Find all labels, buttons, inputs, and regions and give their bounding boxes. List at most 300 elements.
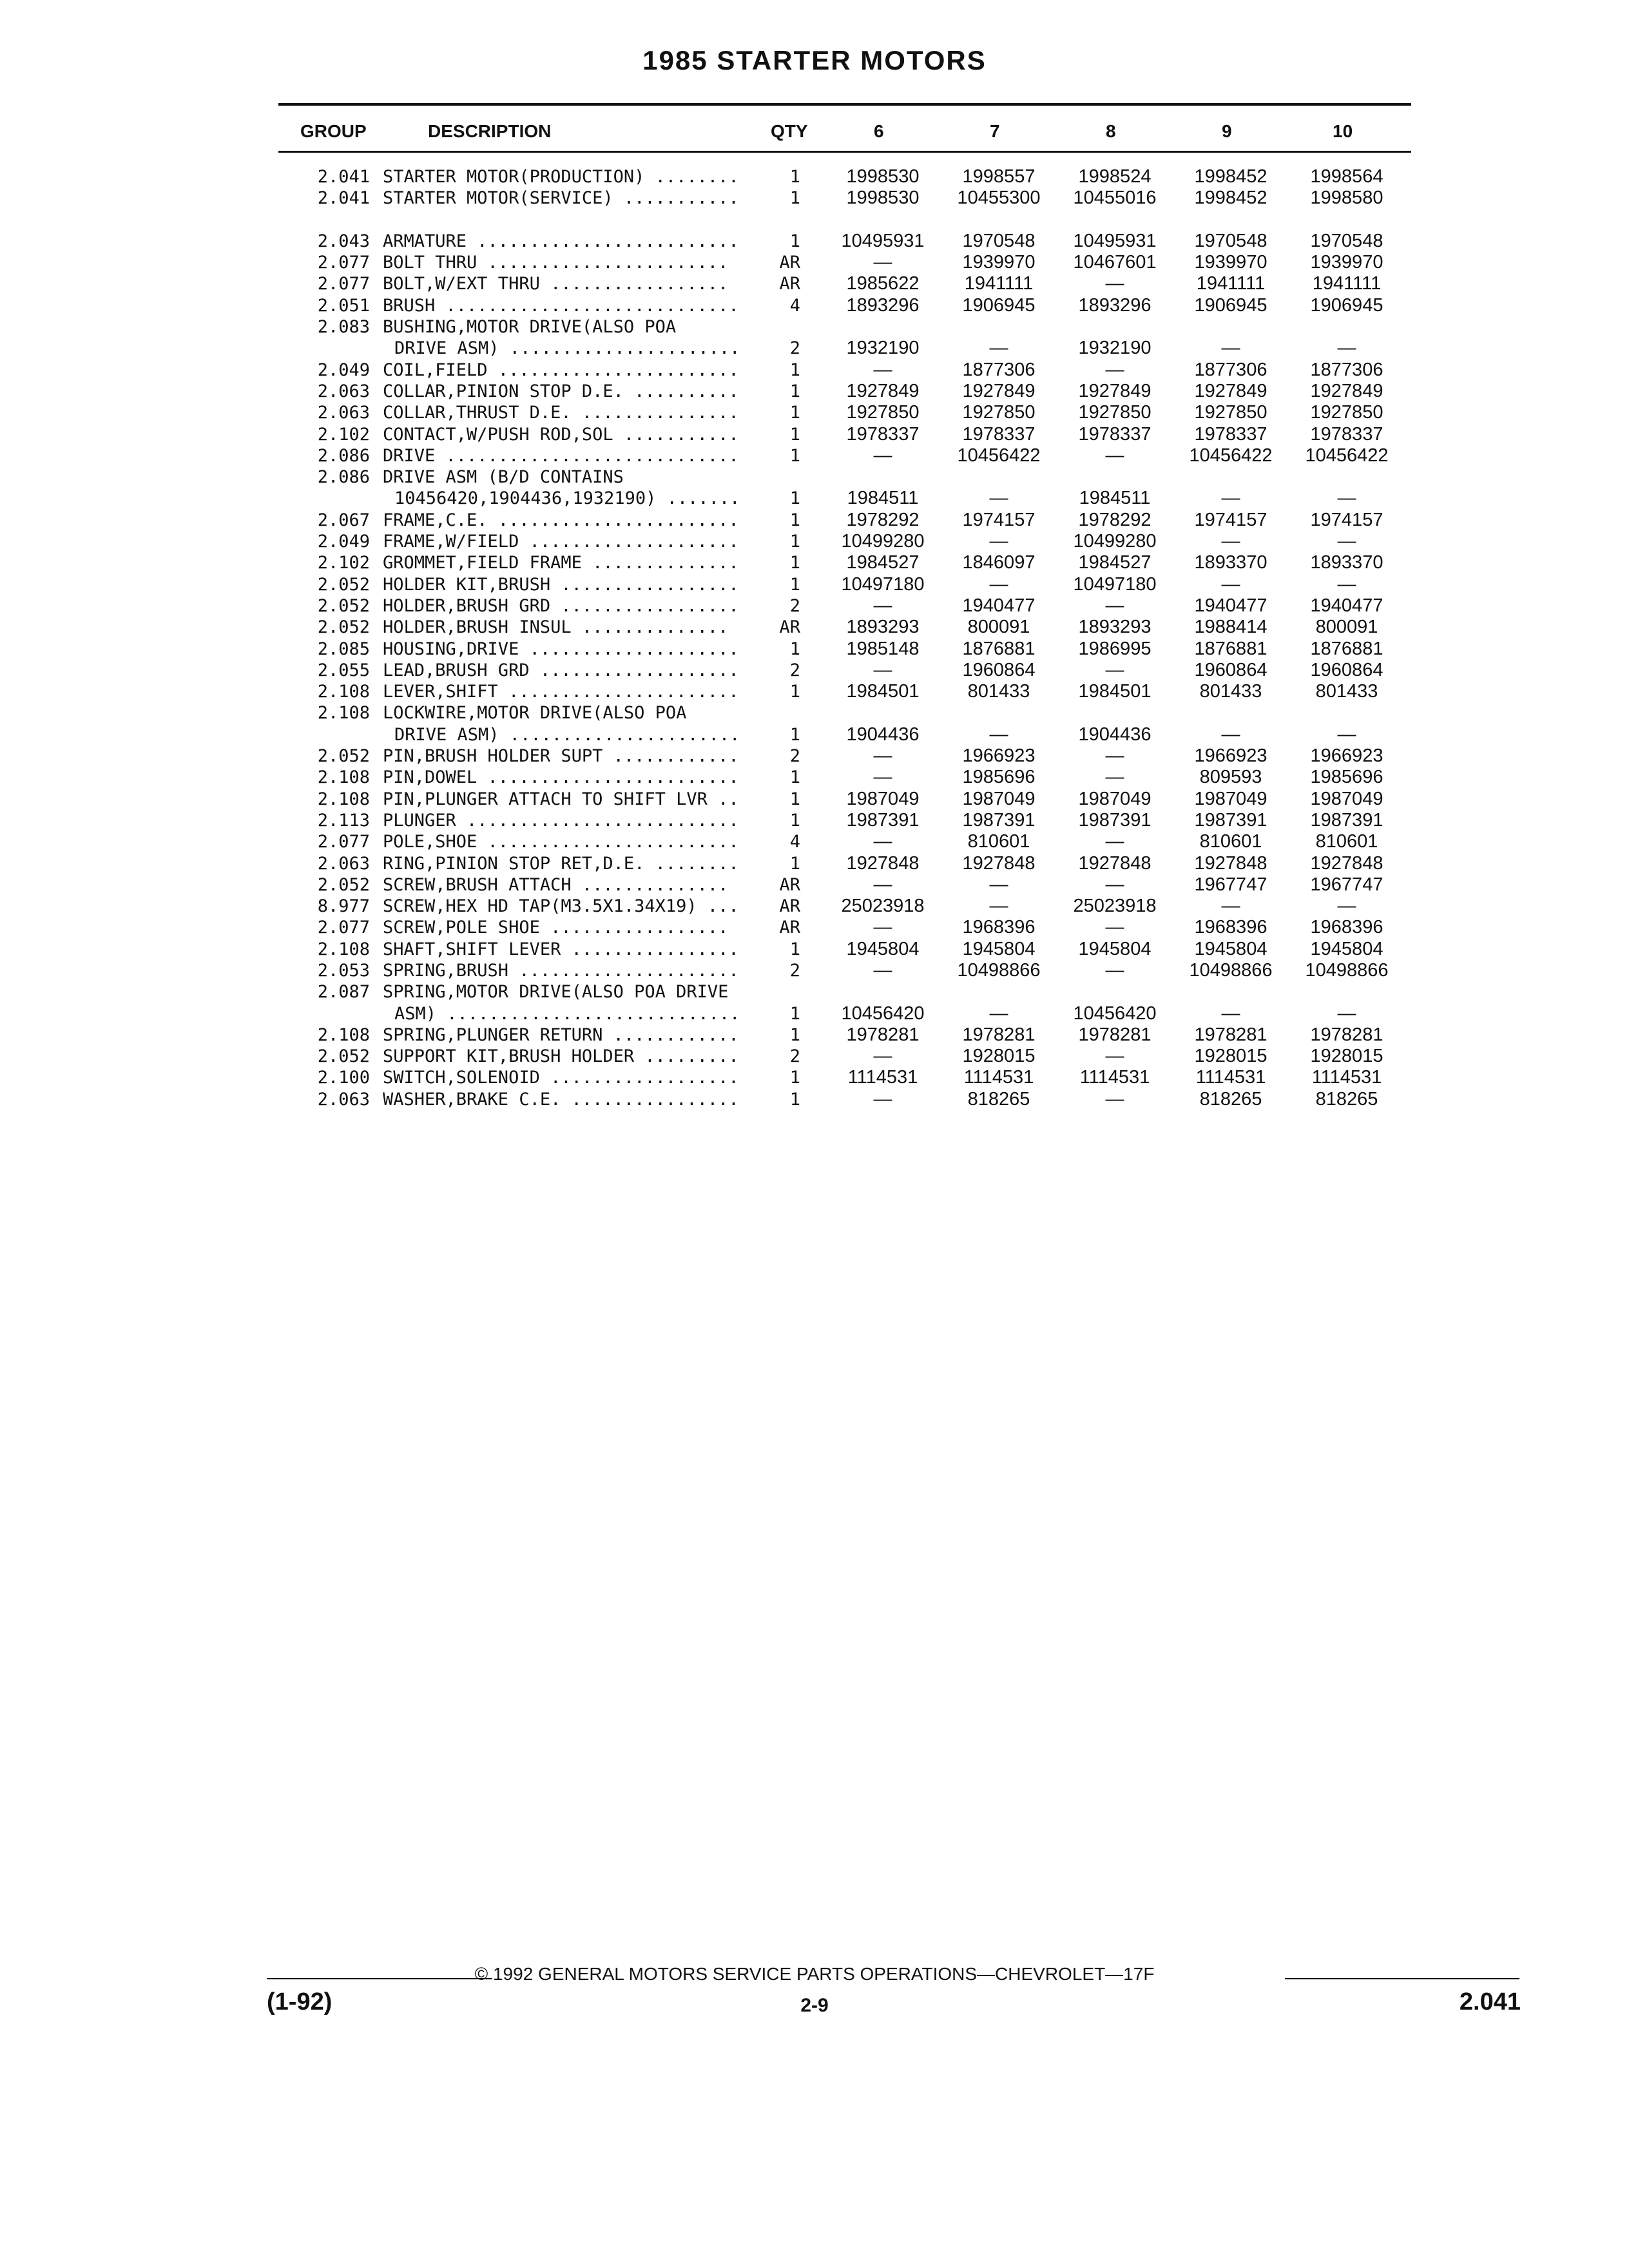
group-number: 2.085 bbox=[317, 639, 370, 659]
part-number-col-10: 1939970 bbox=[1310, 252, 1383, 273]
quantity: AR bbox=[779, 874, 800, 895]
part-number-col-8: 10467601 bbox=[1073, 252, 1157, 273]
part-number-col-6: — bbox=[873, 959, 892, 981]
part-number-col-9: 1114531 bbox=[1195, 1067, 1266, 1088]
part-description: CONTACT,W/PUSH ROD,SOL ........... bbox=[383, 424, 739, 445]
part-number-col-9: 1927849 bbox=[1194, 380, 1268, 401]
group-number: 2.077 bbox=[317, 274, 370, 294]
group-number: 2.102 bbox=[317, 553, 370, 573]
group-number: 2.108 bbox=[317, 767, 370, 788]
group-number: 2.055 bbox=[317, 660, 370, 680]
part-description: COLLAR,PINION STOP D.E. .......... bbox=[383, 381, 739, 401]
page-title: 1985 STARTER MOTORS bbox=[642, 45, 987, 75]
part-description: PIN,BRUSH HOLDER SUPT ............ bbox=[383, 746, 739, 767]
part-number-col-7: 1987049 bbox=[962, 788, 1036, 809]
part-number-col-10: 1978281 bbox=[1310, 1024, 1383, 1045]
group-number: 2.063 bbox=[317, 853, 370, 874]
table-row bbox=[0, 681, 1629, 702]
part-number-col-9: 1906945 bbox=[1194, 294, 1268, 316]
quantity: 2 bbox=[789, 1046, 800, 1067]
table-row bbox=[0, 424, 1629, 445]
table-row bbox=[0, 338, 1629, 359]
part-number-col-10: — bbox=[1337, 724, 1356, 745]
page-number: 2-9 bbox=[800, 1995, 829, 2016]
part-number-col-9: 1893370 bbox=[1194, 552, 1268, 573]
part-number-col-10: — bbox=[1337, 573, 1356, 595]
part-number-col-7: 1978281 bbox=[962, 1024, 1036, 1045]
part-number-col-10: 1978337 bbox=[1310, 423, 1383, 445]
quantity: 1 bbox=[789, 639, 800, 659]
part-number-col-8: 1998524 bbox=[1078, 166, 1152, 187]
part-description: COIL,FIELD ....................... bbox=[383, 360, 739, 380]
part-number-col-7: 1978337 bbox=[962, 423, 1036, 445]
part-number-col-6: 1927850 bbox=[846, 402, 920, 423]
part-number-col-9: 1968396 bbox=[1194, 917, 1268, 938]
table-row bbox=[0, 360, 1629, 381]
header-top-rule bbox=[278, 103, 1411, 106]
part-number-col-10: 1987049 bbox=[1310, 788, 1383, 809]
part-number-col-6: 1893293 bbox=[846, 617, 920, 638]
part-description: SPRING,MOTOR DRIVE(ALSO POA DRIVE bbox=[383, 982, 729, 1003]
part-number-col-6: — bbox=[873, 831, 892, 852]
part-description: RING,PINION STOP RET,D.E. ........ bbox=[383, 853, 739, 874]
part-number-col-10: 1960864 bbox=[1310, 659, 1383, 680]
table-row bbox=[0, 252, 1629, 273]
table-row bbox=[0, 767, 1629, 788]
table-row bbox=[0, 295, 1629, 316]
part-number-col-8: — bbox=[1105, 1046, 1124, 1067]
part-number-col-9: 1966923 bbox=[1194, 745, 1268, 767]
quantity: 1 bbox=[789, 1024, 800, 1045]
part-description: COLLAR,THRUST D.E. ............... bbox=[383, 403, 739, 423]
table-row bbox=[0, 381, 1629, 402]
table-row bbox=[0, 1089, 1629, 1110]
table-row bbox=[0, 745, 1629, 767]
part-number-col-9: — bbox=[1221, 488, 1240, 509]
part-number-col-6: 1893296 bbox=[846, 294, 920, 316]
quantity: 1 bbox=[789, 445, 800, 466]
group-number: 2.108 bbox=[317, 703, 370, 724]
part-number-col-9: 818265 bbox=[1199, 1088, 1262, 1110]
part-number-col-9: 1876881 bbox=[1194, 638, 1268, 659]
part-number-col-6: — bbox=[873, 767, 892, 788]
part-number-col-7: 1941111 bbox=[964, 273, 1034, 294]
table-row bbox=[0, 810, 1629, 831]
part-number-col-6: 1984501 bbox=[846, 681, 920, 702]
table-row bbox=[0, 316, 1629, 338]
part-number-col-6: 1984511 bbox=[847, 488, 919, 509]
table-row bbox=[0, 1067, 1629, 1088]
part-number-col-10: 1927850 bbox=[1310, 402, 1383, 423]
table-row bbox=[0, 874, 1629, 896]
quantity: AR bbox=[779, 274, 800, 294]
group-number: 2.052 bbox=[317, 874, 370, 895]
part-number-col-6: 1998530 bbox=[846, 187, 920, 209]
part-number-col-7: 1876881 bbox=[962, 638, 1036, 659]
part-description: GROMMET,FIELD FRAME .............. bbox=[383, 553, 739, 573]
group-number: 2.041 bbox=[317, 167, 370, 187]
part-number-col-10: 1927849 bbox=[1310, 380, 1383, 401]
part-number-col-10: 800091 bbox=[1315, 617, 1378, 638]
part-number-col-7: 1987391 bbox=[962, 809, 1036, 831]
table-row bbox=[0, 445, 1629, 466]
part-description: SHAFT,SHIFT LEVER ................ bbox=[383, 939, 739, 959]
part-number-col-9: — bbox=[1221, 338, 1240, 359]
part-number-col-9: 1960864 bbox=[1194, 659, 1268, 680]
quantity: 2 bbox=[789, 338, 800, 359]
part-description: POLE,SHOE ........................ bbox=[383, 832, 739, 852]
header-col-10: 10 bbox=[1333, 121, 1353, 141]
part-description: BOLT,W/EXT THRU ................. bbox=[383, 274, 729, 294]
part-number-col-10: — bbox=[1337, 338, 1356, 359]
part-number-col-7: — bbox=[989, 488, 1008, 509]
part-description: HOLDER,BRUSH INSUL .............. bbox=[383, 617, 729, 638]
table-row bbox=[0, 1024, 1629, 1046]
part-description: STARTER MOTOR(SERVICE) ........... bbox=[383, 188, 739, 209]
part-number-col-7: 10455300 bbox=[957, 187, 1041, 209]
part-number-col-8: 1893293 bbox=[1078, 617, 1152, 638]
part-description: FRAME,C.E. ....................... bbox=[383, 510, 739, 530]
part-number-col-8: 1978337 bbox=[1078, 423, 1152, 445]
part-number-col-9: — bbox=[1221, 896, 1240, 917]
quantity: 1 bbox=[789, 810, 800, 831]
part-number-col-10: 1970548 bbox=[1310, 230, 1383, 251]
part-number-col-7: 10456422 bbox=[957, 445, 1041, 466]
part-number-col-8: 10499280 bbox=[1073, 531, 1157, 552]
group-number: 2.086 bbox=[317, 445, 370, 466]
part-number-col-10: 1998580 bbox=[1310, 187, 1383, 209]
table-row bbox=[0, 209, 1629, 253]
part-number-col-7: 1970548 bbox=[962, 230, 1036, 251]
part-description: DRIVE ASM) ...................... bbox=[394, 338, 740, 359]
part-number-col-7: 1928015 bbox=[962, 1046, 1036, 1067]
quantity: 1 bbox=[789, 553, 800, 573]
part-number-col-8: 1984501 bbox=[1078, 681, 1152, 702]
part-number-col-8: — bbox=[1105, 874, 1124, 895]
part-number-col-7: 1974157 bbox=[962, 509, 1036, 530]
part-description: ASM) ............................ bbox=[394, 1003, 740, 1024]
part-number-col-8: — bbox=[1105, 359, 1124, 380]
group-number: 2.083 bbox=[317, 317, 370, 338]
group-number: 2.053 bbox=[317, 960, 370, 981]
part-number-col-6: 1998530 bbox=[846, 166, 920, 187]
part-number-col-9: 1987391 bbox=[1194, 809, 1268, 831]
part-number-col-10: 810601 bbox=[1315, 831, 1378, 852]
table-row bbox=[0, 981, 1629, 1003]
quantity: 2 bbox=[789, 960, 800, 981]
part-description: SWITCH,SOLENOID .................. bbox=[383, 1068, 739, 1088]
table-row bbox=[0, 531, 1629, 552]
part-number-col-10: 1968396 bbox=[1310, 917, 1383, 938]
part-description: WASHER,BRAKE C.E. ................ bbox=[383, 1089, 739, 1110]
part-number-col-6: 1932190 bbox=[846, 338, 920, 359]
quantity: AR bbox=[779, 918, 800, 938]
part-number-col-9: 1970548 bbox=[1194, 230, 1268, 251]
part-number-col-6: 1978337 bbox=[846, 423, 920, 445]
part-number-col-6: 1978281 bbox=[846, 1024, 920, 1045]
part-number-col-6: 10499280 bbox=[841, 531, 925, 552]
group-number: 2.052 bbox=[317, 617, 370, 638]
part-number-col-9: 1974157 bbox=[1194, 509, 1268, 530]
quantity: AR bbox=[779, 253, 800, 273]
part-description: LOCKWIRE,MOTOR DRIVE(ALSO POA bbox=[383, 703, 687, 724]
part-number-col-10: 1998564 bbox=[1310, 166, 1383, 187]
part-number-col-6: 1987391 bbox=[846, 809, 920, 831]
part-number-col-10: 1987391 bbox=[1310, 809, 1383, 831]
part-number-col-6: 1978292 bbox=[846, 509, 920, 530]
part-number-col-9: 1945804 bbox=[1194, 938, 1268, 959]
part-number-col-10: 1974157 bbox=[1310, 509, 1383, 530]
group-number: 2.100 bbox=[317, 1068, 370, 1088]
part-description: BRUSH ............................ bbox=[383, 295, 739, 316]
quantity: 1 bbox=[789, 789, 800, 809]
part-number-col-9: 1877306 bbox=[1194, 359, 1268, 380]
part-number-col-10: — bbox=[1337, 488, 1356, 509]
part-number-col-7: 810601 bbox=[967, 831, 1030, 852]
part-number-col-9: 1940477 bbox=[1194, 595, 1268, 616]
part-number-col-10: 1893370 bbox=[1310, 552, 1383, 573]
part-number-col-6: — bbox=[873, 1046, 892, 1067]
part-number-col-7: — bbox=[989, 531, 1008, 552]
group-number: 2.052 bbox=[317, 746, 370, 767]
part-number-col-6: — bbox=[873, 595, 892, 616]
part-number-col-9: — bbox=[1221, 1003, 1240, 1024]
table-row bbox=[0, 1046, 1629, 1067]
table-row bbox=[0, 187, 1629, 209]
part-description: PLUNGER .......................... bbox=[383, 810, 739, 831]
part-number-col-10: 1928015 bbox=[1310, 1046, 1383, 1067]
quantity: 2 bbox=[789, 595, 800, 616]
quantity: 1 bbox=[789, 1068, 800, 1088]
group-number: 2.049 bbox=[317, 360, 370, 380]
quantity: 1 bbox=[789, 167, 800, 187]
quantity: 1 bbox=[789, 939, 800, 959]
group-number: 2.108 bbox=[317, 939, 370, 959]
quantity: 1 bbox=[789, 853, 800, 874]
part-number-col-7: 1114531 bbox=[963, 1067, 1034, 1088]
part-number-col-6: — bbox=[873, 874, 892, 895]
part-number-col-7: — bbox=[989, 724, 1008, 745]
part-number-col-8: — bbox=[1105, 659, 1124, 680]
group-number: 2.049 bbox=[317, 532, 370, 552]
part-number-col-9: 1978281 bbox=[1194, 1024, 1268, 1045]
part-number-col-7: 1927848 bbox=[962, 852, 1036, 874]
part-number-col-7: — bbox=[989, 1003, 1008, 1024]
table-row bbox=[0, 939, 1629, 960]
part-number-col-8: 1984511 bbox=[1079, 488, 1151, 509]
part-number-col-9: 1941111 bbox=[1196, 273, 1266, 294]
quantity: 1 bbox=[789, 403, 800, 423]
group-number: 2.108 bbox=[317, 682, 370, 702]
table-row bbox=[0, 166, 1629, 187]
table-row bbox=[0, 724, 1629, 745]
quantity: 4 bbox=[789, 832, 800, 852]
group-number: 2.077 bbox=[317, 832, 370, 852]
header-group: GROUP bbox=[300, 121, 367, 141]
part-number-col-10: 1941111 bbox=[1312, 273, 1382, 294]
part-number-col-6: 1114531 bbox=[847, 1067, 918, 1088]
group-number: 2.077 bbox=[317, 918, 370, 938]
quantity: 1 bbox=[789, 682, 800, 702]
header-bottom-rule bbox=[278, 151, 1411, 153]
part-number-col-8: 1932190 bbox=[1078, 338, 1152, 359]
group-number: 2.063 bbox=[317, 403, 370, 423]
table-row bbox=[0, 831, 1629, 852]
part-number-col-6: 1904436 bbox=[846, 724, 920, 745]
part-number-col-7: 1960864 bbox=[962, 659, 1036, 680]
part-number-col-8: 1978292 bbox=[1078, 509, 1152, 530]
part-number-col-6: 1945804 bbox=[846, 938, 920, 959]
part-number-col-9: 1998452 bbox=[1194, 166, 1268, 187]
part-number-col-8: 1927849 bbox=[1078, 380, 1152, 401]
part-description: DRIVE ASM (B/D CONTAINS bbox=[383, 467, 624, 488]
footer-right-rule bbox=[1285, 1978, 1519, 1979]
part-number-col-7: — bbox=[989, 338, 1008, 359]
quantity: AR bbox=[779, 617, 800, 638]
part-number-col-6: — bbox=[873, 445, 892, 466]
part-number-col-9: — bbox=[1221, 531, 1240, 552]
part-number-col-9: 1988414 bbox=[1194, 617, 1268, 638]
part-number-col-7: 1877306 bbox=[962, 359, 1036, 380]
quantity: 1 bbox=[789, 488, 800, 509]
header-description: DESCRIPTION bbox=[428, 121, 552, 141]
table-row bbox=[0, 789, 1629, 810]
group-number: 2.052 bbox=[317, 1046, 370, 1067]
part-number-col-6: — bbox=[873, 917, 892, 938]
part-number-col-8: 1945804 bbox=[1078, 938, 1152, 959]
part-number-col-7: 1985696 bbox=[962, 767, 1036, 788]
part-number-col-6: 1927848 bbox=[846, 852, 920, 874]
part-description: 10456420,1904436,1932190) ....... bbox=[394, 488, 740, 509]
part-description: SPRING,PLUNGER RETURN ............ bbox=[383, 1024, 739, 1045]
quantity: 1 bbox=[789, 1003, 800, 1024]
part-number-col-6: 10495931 bbox=[841, 230, 925, 251]
part-number-col-9: 1939970 bbox=[1194, 252, 1268, 273]
quantity: AR bbox=[779, 896, 800, 917]
part-number-col-9: 1928015 bbox=[1194, 1046, 1268, 1067]
part-number-col-8: — bbox=[1105, 831, 1124, 852]
part-description: SUPPORT KIT,BRUSH HOLDER ......... bbox=[383, 1046, 739, 1067]
quantity: 1 bbox=[789, 231, 800, 251]
part-description: SCREW,HEX HD TAP(M3.5X1.34X19) ... bbox=[383, 896, 739, 917]
header-qty: QTY bbox=[771, 121, 808, 141]
part-number-col-7: 1998557 bbox=[962, 166, 1036, 187]
group-number: 2.063 bbox=[317, 381, 370, 401]
header-col-9: 9 bbox=[1222, 121, 1232, 141]
part-number-col-9: 10456422 bbox=[1189, 445, 1273, 466]
quantity: 1 bbox=[789, 724, 800, 745]
part-number-col-9: 1927848 bbox=[1194, 852, 1268, 874]
part-number-col-8: 1978281 bbox=[1078, 1024, 1152, 1045]
part-description: STARTER MOTOR(PRODUCTION) ........ bbox=[383, 167, 739, 187]
part-number-col-10: 801433 bbox=[1315, 681, 1378, 702]
part-number-col-7: 1846097 bbox=[962, 552, 1036, 573]
part-number-col-7: — bbox=[989, 874, 1008, 895]
part-number-col-9: 1967747 bbox=[1194, 874, 1268, 895]
part-number-col-10: 1967747 bbox=[1310, 874, 1383, 895]
header-col-6: 6 bbox=[874, 121, 884, 141]
group-number: 2.052 bbox=[317, 574, 370, 595]
part-number-col-7: 1966923 bbox=[962, 745, 1036, 767]
part-number-col-10: 10498866 bbox=[1305, 959, 1389, 981]
parts-table bbox=[0, 166, 1629, 1110]
part-number-col-10: 1985696 bbox=[1310, 767, 1383, 788]
part-description: SCREW,POLE SHOE ................. bbox=[383, 918, 729, 938]
part-number-col-9: 809593 bbox=[1199, 767, 1262, 788]
part-number-col-10: 1114531 bbox=[1311, 1067, 1382, 1088]
table-row bbox=[0, 273, 1629, 294]
quantity: 4 bbox=[789, 295, 800, 316]
quantity: 1 bbox=[789, 381, 800, 401]
part-number-col-6: — bbox=[873, 252, 892, 273]
part-description: SPRING,BRUSH ..................... bbox=[383, 960, 739, 981]
section-number: 2.041 bbox=[1459, 1988, 1521, 2015]
footer-date: (1-92) bbox=[267, 1988, 333, 2015]
part-number-col-8: 1987391 bbox=[1078, 809, 1152, 831]
part-number-col-6: 1987049 bbox=[846, 788, 920, 809]
group-number: 2.102 bbox=[317, 424, 370, 445]
part-number-col-6: 1984527 bbox=[846, 552, 920, 573]
part-number-col-8: — bbox=[1105, 767, 1124, 788]
part-description: SCREW,BRUSH ATTACH .............. bbox=[383, 874, 729, 895]
quantity: 1 bbox=[789, 360, 800, 380]
group-number: 2.052 bbox=[317, 595, 370, 616]
part-number-col-7: 1939970 bbox=[962, 252, 1036, 273]
table-row bbox=[0, 917, 1629, 938]
table-row bbox=[0, 488, 1629, 509]
part-number-col-8: 1984527 bbox=[1078, 552, 1152, 573]
header-col-7: 7 bbox=[990, 121, 1000, 141]
part-number-col-10: 818265 bbox=[1315, 1088, 1378, 1110]
part-number-col-7: — bbox=[989, 573, 1008, 595]
quantity: 1 bbox=[789, 532, 800, 552]
part-number-col-8: 10497180 bbox=[1073, 573, 1157, 595]
part-description: DRIVE ............................ bbox=[383, 445, 739, 466]
part-number-col-8: 1114531 bbox=[1079, 1067, 1150, 1088]
part-number-col-8: — bbox=[1105, 917, 1124, 938]
part-number-col-10: — bbox=[1337, 896, 1356, 917]
part-number-col-7: 818265 bbox=[967, 1088, 1030, 1110]
part-number-col-10: 1945804 bbox=[1310, 938, 1383, 959]
part-number-col-8: — bbox=[1105, 595, 1124, 616]
group-number: 2.087 bbox=[317, 982, 370, 1003]
part-number-col-10: 1877306 bbox=[1310, 359, 1383, 380]
part-description: LEVER,SHIFT ...................... bbox=[383, 682, 739, 702]
part-number-col-7: 1945804 bbox=[962, 938, 1036, 959]
quantity: 1 bbox=[789, 424, 800, 445]
group-number: 2.051 bbox=[317, 295, 370, 316]
part-description: BUSHING,MOTOR DRIVE(ALSO POA bbox=[383, 317, 677, 338]
part-number-col-8: 10495931 bbox=[1073, 230, 1157, 251]
part-number-col-7: 10498866 bbox=[957, 959, 1041, 981]
part-description: PIN,DOWEL ........................ bbox=[383, 767, 739, 788]
table-row bbox=[0, 617, 1629, 638]
part-number-col-9: — bbox=[1221, 724, 1240, 745]
quantity: 2 bbox=[789, 746, 800, 767]
part-number-col-8: 1893296 bbox=[1078, 294, 1152, 316]
table-row bbox=[0, 402, 1629, 423]
part-description: HOUSING,DRIVE .................... bbox=[383, 639, 739, 659]
group-number: 2.043 bbox=[317, 231, 370, 251]
quantity: 1 bbox=[789, 1089, 800, 1110]
part-number-col-9: 10498866 bbox=[1189, 959, 1273, 981]
part-number-col-8: — bbox=[1105, 1088, 1124, 1110]
part-number-col-8: 1987049 bbox=[1078, 788, 1152, 809]
table-row bbox=[0, 466, 1629, 488]
part-number-col-6: — bbox=[873, 745, 892, 767]
group-number: 2.108 bbox=[317, 789, 370, 809]
part-number-col-6: 25023918 bbox=[841, 896, 925, 917]
